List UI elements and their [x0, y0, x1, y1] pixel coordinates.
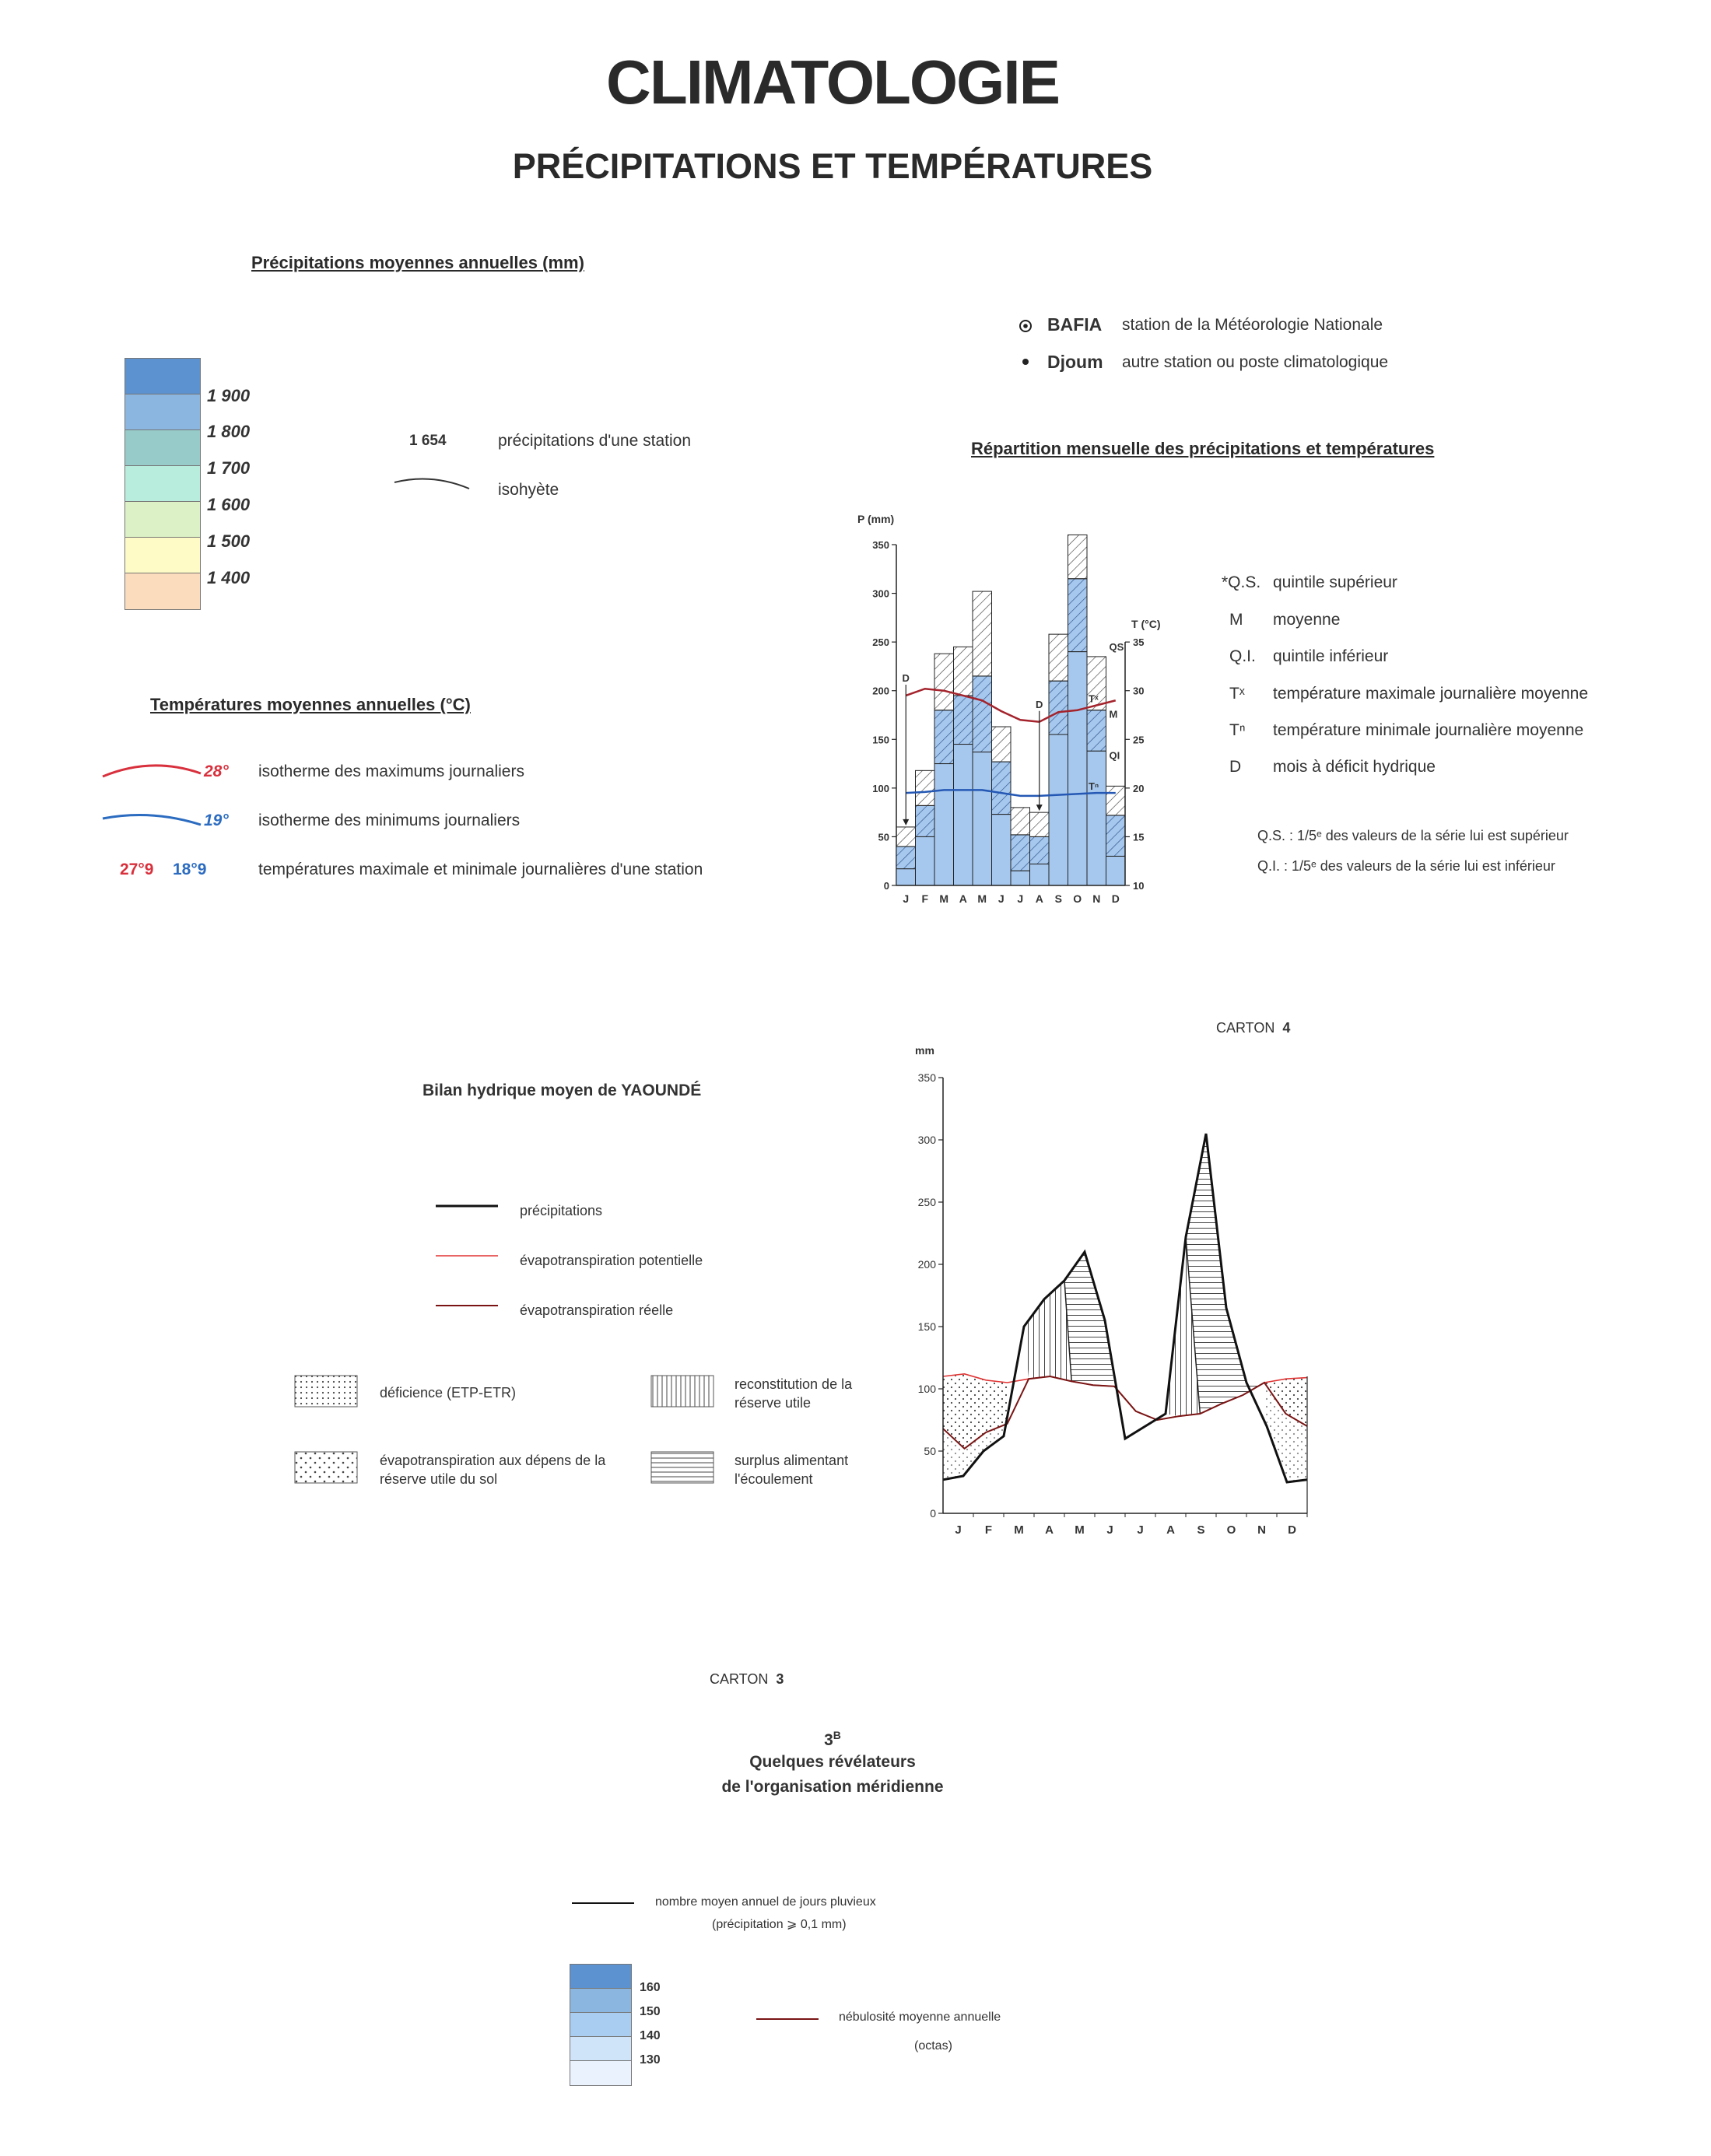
y2-tick-label: 25: [1133, 734, 1145, 746]
bar-qs-segment: [1011, 808, 1030, 835]
legend-surplus-text: surplus alimentant l'écoulement: [735, 1453, 849, 1487]
legend-code-tx: Tˣ: [1229, 685, 1245, 703]
bar-mean-segment: [1087, 710, 1106, 752]
page-subtitle: PRÉCIPITATIONS ET TEMPÉRATURES: [512, 146, 1153, 186]
precip-swatch-1: [125, 359, 200, 394]
legend-text-tx: température maximale journalière moyenne: [1273, 685, 1589, 703]
x-tick-label: J: [955, 1523, 962, 1537]
page-title: CLIMATOLOGIE: [606, 47, 1059, 117]
djoum-station-text: autre station ou poste climatologique: [1122, 353, 1389, 371]
monthly-precip-temp-chart: [840, 506, 1198, 918]
qi-label: QI: [1109, 749, 1120, 762]
isotherm-min-line-icon: [101, 809, 202, 833]
deficit-arrow-head: [1036, 805, 1043, 811]
bar-qi-segment: [1049, 734, 1068, 885]
y-tick-label: 150: [917, 1320, 936, 1333]
bar-qs-segment: [896, 827, 916, 847]
precip-class-label: 1 800: [207, 422, 251, 441]
x-tick-label: A: [959, 892, 967, 905]
precip-swatch-6: [125, 538, 200, 573]
x-tick-label: J: [903, 892, 910, 905]
y2-tick-label: 30: [1133, 685, 1145, 697]
precip-class-label: 1 400: [207, 568, 251, 587]
legend-code-tn: Tⁿ: [1229, 721, 1246, 739]
bar-qi-segment: [916, 836, 935, 885]
y2-tick-label: 15: [1133, 831, 1145, 843]
legend-text-d: mois à déficit hydrique: [1273, 758, 1436, 776]
precip-class-label: 1 700: [207, 458, 251, 478]
djoum-station-name: Djoum: [1047, 352, 1103, 372]
x-tick-label: J: [1106, 1523, 1113, 1537]
bar-mean-segment: [1049, 681, 1068, 734]
legend-text-tn: température minimale journalière moyenne: [1273, 721, 1584, 739]
bar-qi-segment: [1087, 751, 1106, 885]
y-tick-label: 250: [872, 636, 889, 649]
y-tick-label: 350: [917, 1071, 936, 1084]
x-tick-label: F: [921, 892, 929, 905]
climate-post-icon: [1019, 356, 1032, 368]
bar-mean-segment: [1068, 579, 1088, 652]
deficit-label: D: [902, 671, 910, 684]
note-qs: Q.S. : 1/5ᵉ des valeurs de la série lui est supérieur: [1257, 828, 1569, 843]
precip-color-scale: [124, 358, 201, 610]
y-tick-label: 150: [872, 734, 889, 746]
rain-days-class-label: 130: [640, 2053, 661, 2067]
bar-qi-segment: [1106, 856, 1126, 885]
station-tmin-value: 18°9: [173, 861, 207, 878]
note-qi: Q.I. : 1/5ᵉ des valeurs de la série lui est inférieur: [1257, 858, 1555, 874]
legend-etr-text: évapotranspiration réelle: [520, 1302, 674, 1318]
water-balance-title: Bilan hydrique moyen de YAOUNDÉ: [422, 1082, 702, 1099]
bar-mean-segment: [973, 676, 992, 752]
y-tick-label: 200: [872, 685, 889, 697]
x-tick-label: M: [1014, 1523, 1024, 1537]
y-tick-label: 100: [917, 1383, 936, 1395]
bar-qs-segment: [934, 654, 954, 710]
x-tick-label: A: [1166, 1523, 1175, 1537]
legend-deficience-text: déficience (ETP-ETR): [380, 1385, 517, 1401]
x-tick-label: N: [1257, 1523, 1266, 1537]
section-number: $3^B$: [824, 1729, 841, 1749]
rain-days-line-icon: [572, 1901, 634, 1905]
legend-code-m: M: [1229, 611, 1243, 629]
rain-days-color-scale: [570, 1964, 632, 2086]
etr-line-icon: [436, 1302, 498, 1309]
precip-swatch-7: [125, 573, 200, 609]
rain-days-swatch-3: [570, 2013, 631, 2037]
m-label: M: [1109, 708, 1118, 720]
bafia-station-text: station de la Météorologie Nationale: [1122, 316, 1383, 334]
rain-days-swatch-4: [570, 2037, 631, 2061]
x-tick-label: A: [1035, 892, 1043, 905]
legend-reconstitution-text: reconstitution de la réserve utile: [735, 1376, 853, 1411]
legend-etp-text: évapotranspiration potentielle: [520, 1253, 703, 1268]
nebulosity-text-1: nébulosité moyenne annuelle: [839, 2011, 1001, 2024]
rain-days-text-2: (précipitation ⩾ 0,1 mm): [712, 1918, 847, 1931]
precip-class-label: 1 600: [207, 495, 251, 514]
x-tick-label: J: [997, 892, 1005, 905]
nebulosity-text-2: (octas): [914, 2039, 952, 2053]
bar-qs-segment: [1049, 634, 1068, 681]
bar-mean-segment: [1011, 835, 1030, 871]
rain-days-swatch-1: [570, 1965, 631, 1989]
bar-mean-segment: [896, 847, 916, 869]
y-tick-label: 50: [924, 1445, 936, 1457]
bar-qi-segment: [1011, 871, 1030, 885]
bar-mean-segment: [1030, 836, 1050, 864]
isotherm-max-text: isotherme des maximums journaliers: [258, 762, 524, 780]
station-tmax-value: 27°9: [120, 861, 154, 878]
bar-qs-segment: [954, 647, 973, 696]
precip-swatch-2: [125, 394, 200, 430]
bar-qi-segment: [1068, 652, 1088, 885]
x-tick-label: D: [1288, 1523, 1296, 1537]
y-tick-label: 300: [872, 587, 889, 600]
section-title-line1: Quelques révélateurs: [749, 1753, 916, 1771]
bar-qs-segment: [992, 727, 1012, 762]
station-precip-value: 1 654: [409, 433, 447, 449]
x-tick-label: S: [1197, 1523, 1205, 1537]
y-tick-label: 0: [883, 880, 889, 892]
deficience-pattern-icon: [294, 1375, 358, 1408]
rain-days-text-1: nombre moyen annuel de jours pluvieux: [655, 1895, 876, 1909]
x-tick-label: J: [1137, 1523, 1144, 1537]
x-tick-label: O: [1226, 1523, 1236, 1537]
y-tick-label: 50: [878, 831, 889, 843]
rain-days-swatch-2: [570, 1989, 631, 2013]
legend-text-qi: quintile inférieur: [1273, 647, 1389, 665]
y-tick-label: 200: [917, 1258, 936, 1271]
bar-qi-segment: [954, 745, 973, 885]
x-tick-label: M: [1075, 1523, 1085, 1537]
precip-class-label: 1 900: [207, 386, 251, 405]
isotherm-min-text: isotherme des minimums journaliers: [258, 812, 521, 829]
bar-qs-segment: [973, 591, 992, 676]
carton4-label: CARTON 4: [1216, 1020, 1291, 1036]
x-tick-label: S: [1054, 892, 1062, 905]
etp-line-icon: [436, 1252, 498, 1260]
bar-qi-segment: [1030, 864, 1050, 885]
legend-code-qs: *Q.S.: [1222, 573, 1261, 591]
y2-tick-label: 20: [1133, 782, 1145, 794]
bar-qs-segment: [1106, 786, 1126, 815]
bar-qs-segment: [916, 770, 935, 805]
rain-days-class-label: 140: [640, 2029, 661, 2042]
tn-label: Tⁿ: [1089, 780, 1099, 793]
x-tick-label: J: [1017, 892, 1024, 905]
bar-qs-segment: [1068, 535, 1088, 578]
station-temp-text: températures maximale et minimale journalières d'une station: [258, 861, 703, 878]
x-tick-label: M: [977, 892, 987, 905]
isotherm-max-value: 28°: [204, 762, 229, 780]
x-tick-label: D: [1111, 892, 1120, 905]
y2-tick-label: 10: [1133, 880, 1145, 892]
precip-line-icon: [436, 1202, 498, 1210]
bar-mean-segment: [954, 696, 973, 745]
x-tick-label: A: [1045, 1523, 1054, 1537]
precip-swatch-3: [125, 430, 200, 466]
rain-days-class-label: 160: [640, 1981, 661, 1994]
legend-precip-text: précipitations: [520, 1203, 603, 1218]
bar-mean-segment: [934, 710, 954, 764]
precip-swatch-4: [125, 466, 200, 502]
monthly-chart-heading: Répartition mensuelle des précipitations et températures: [971, 439, 1435, 458]
temp-legend-heading: Températures moyennes annuelles (°C): [150, 695, 471, 714]
bar-qi-segment: [934, 764, 954, 885]
y-tick-label: 100: [872, 782, 889, 794]
bar-qi-segment: [973, 752, 992, 885]
bar-mean-segment: [916, 805, 935, 836]
isohyete-line-icon: [393, 475, 471, 493]
meteo-station-icon: [1018, 318, 1033, 334]
legend-text-qs: quintile supérieur: [1273, 573, 1397, 591]
legend-code-d: D: [1229, 758, 1242, 776]
bar-qi-segment: [992, 815, 1012, 885]
bar-qs-segment: [1030, 812, 1050, 836]
reconstitution-pattern-icon: [650, 1375, 714, 1408]
precip-swatch-5: [125, 502, 200, 538]
bar-mean-segment: [992, 762, 1012, 815]
x-tick-label: M: [939, 892, 949, 905]
section-title-line2: de l'organisation méridienne: [721, 1778, 944, 1796]
x-tick-label: O: [1073, 892, 1082, 905]
isotherm-min-value: 19°: [204, 812, 229, 829]
x-tick-label: F: [984, 1523, 993, 1537]
qs-label: QS: [1109, 640, 1124, 653]
y-tick-label: 350: [872, 539, 889, 551]
bafia-station-name: BAFIA: [1047, 314, 1103, 335]
precip-class-label: 1 500: [207, 531, 251, 551]
water-balance-chart: [895, 1035, 1331, 1548]
y-tick-label: 0: [930, 1507, 936, 1520]
legend-evap-reserve-text: évapotranspiration aux dépens de la réserve utile du sol: [380, 1453, 606, 1487]
tx-label: Tˣ: [1089, 692, 1099, 705]
y2-tick-label: 35: [1133, 636, 1145, 649]
nebulosity-line-icon: [756, 2017, 819, 2021]
y-tick-label: 300: [917, 1134, 936, 1146]
isohyete-text: isohyète: [498, 481, 559, 499]
y-axis-title: P (mm): [857, 513, 895, 525]
rain-days-class-label: 150: [640, 2005, 661, 2018]
isotherm-max-line-icon: [101, 759, 202, 783]
y-axis-title: mm: [915, 1044, 934, 1057]
evap-reserve-pattern-icon: [294, 1451, 358, 1484]
legend-code-qi: Q.I.: [1229, 647, 1256, 665]
bar-qi-segment: [896, 869, 916, 885]
bar-mean-segment: [1106, 815, 1126, 857]
deficit-arrow-head: [903, 819, 909, 826]
station-precip-text: précipitations d'une station: [498, 432, 692, 450]
carton3-label: CARTON 3: [710, 1671, 784, 1687]
y2-axis-title: T (°C): [1131, 618, 1161, 631]
surplus-pattern-icon: [650, 1451, 714, 1484]
precip-legend-heading: Précipitations moyennes annuelles (mm): [251, 253, 584, 272]
deficit-label: D: [1036, 698, 1043, 710]
x-tick-label: N: [1092, 892, 1101, 905]
legend-text-m: moyenne: [1273, 611, 1341, 629]
y-tick-label: 250: [917, 1196, 936, 1208]
rain-days-swatch-5: [570, 2061, 631, 2085]
